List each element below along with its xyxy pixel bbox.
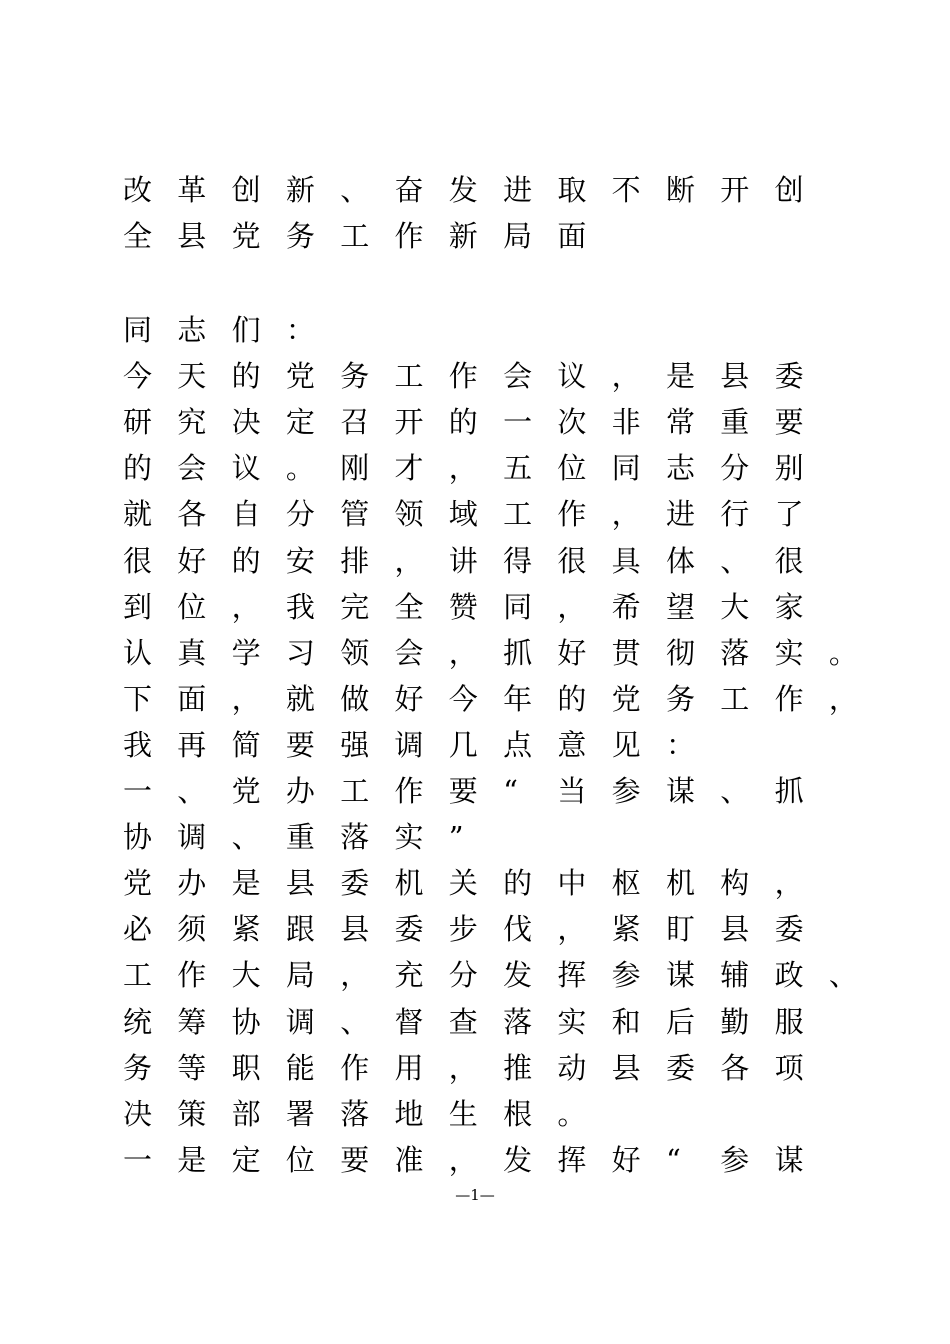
body-line: 认 真 学 习 领 会 ， 抓 好 贯 彻 落 实 。	[123, 635, 858, 670]
title-line: 全 县 党 务 工 作 新 局 面	[123, 219, 587, 253]
body-line: 研 究 决 定 召 开 的 一 次 非 常 重 要	[123, 405, 804, 440]
body-line: 下 面 ， 就 做 好 今 年 的 党 务 工 作 ，	[123, 681, 858, 716]
body-line: 统 筹 协 调 、 督 查 落 实 和 后 勤 服	[123, 1004, 804, 1039]
title-line: 改 革 创 新 、 奋 发 进 取 不 断 开 创	[123, 173, 804, 207]
body-line: 我 再 简 要 强 调 几 点 意 见 ：	[123, 727, 695, 762]
body-line: 就 各 自 分 管 领 域 工 作 ， 进 行 了	[123, 497, 804, 532]
page-number: —1—	[455, 1186, 495, 1204]
body-line: 今 天 的 党 务 工 作 会 议 ， 是 县 委	[123, 359, 804, 394]
body-line: 协 调 、 重 落 实 ”	[123, 820, 464, 855]
body-line: 的 会 议 。 刚 才 ， 五 位 同 志 分 别	[123, 451, 804, 486]
body-line: 必 须 紧 跟 县 委 步 伐 ， 紧 盯 县 委	[123, 912, 804, 947]
body-line: 同 志 们 ：	[123, 313, 315, 347]
body-line: 很 好 的 安 排 ， 讲 得 很 具 体 、 很	[123, 543, 804, 578]
body-line: 务 等 职 能 作 用 ， 推 动 县 委 各 项	[123, 1050, 804, 1085]
body-line: 到 位 ， 我 完 全 赞 同 ， 希 望 大 家	[123, 589, 804, 624]
body-line: 决 策 部 署 落 地 生 根 。	[123, 1096, 587, 1131]
body-line: 一 、 党 办 工 作 要 “ 当 参 谋 、 抓	[123, 774, 804, 808]
body-line: 工 作 大 局 ， 充 分 发 挥 参 谋 辅 政 、	[123, 958, 858, 993]
body-line: 一 是 定 位 要 准 ， 发 挥 好 “ 参 谋	[123, 1142, 804, 1177]
body-line: 党 办 是 县 委 机 关 的 中 枢 机 构 ，	[123, 866, 804, 901]
